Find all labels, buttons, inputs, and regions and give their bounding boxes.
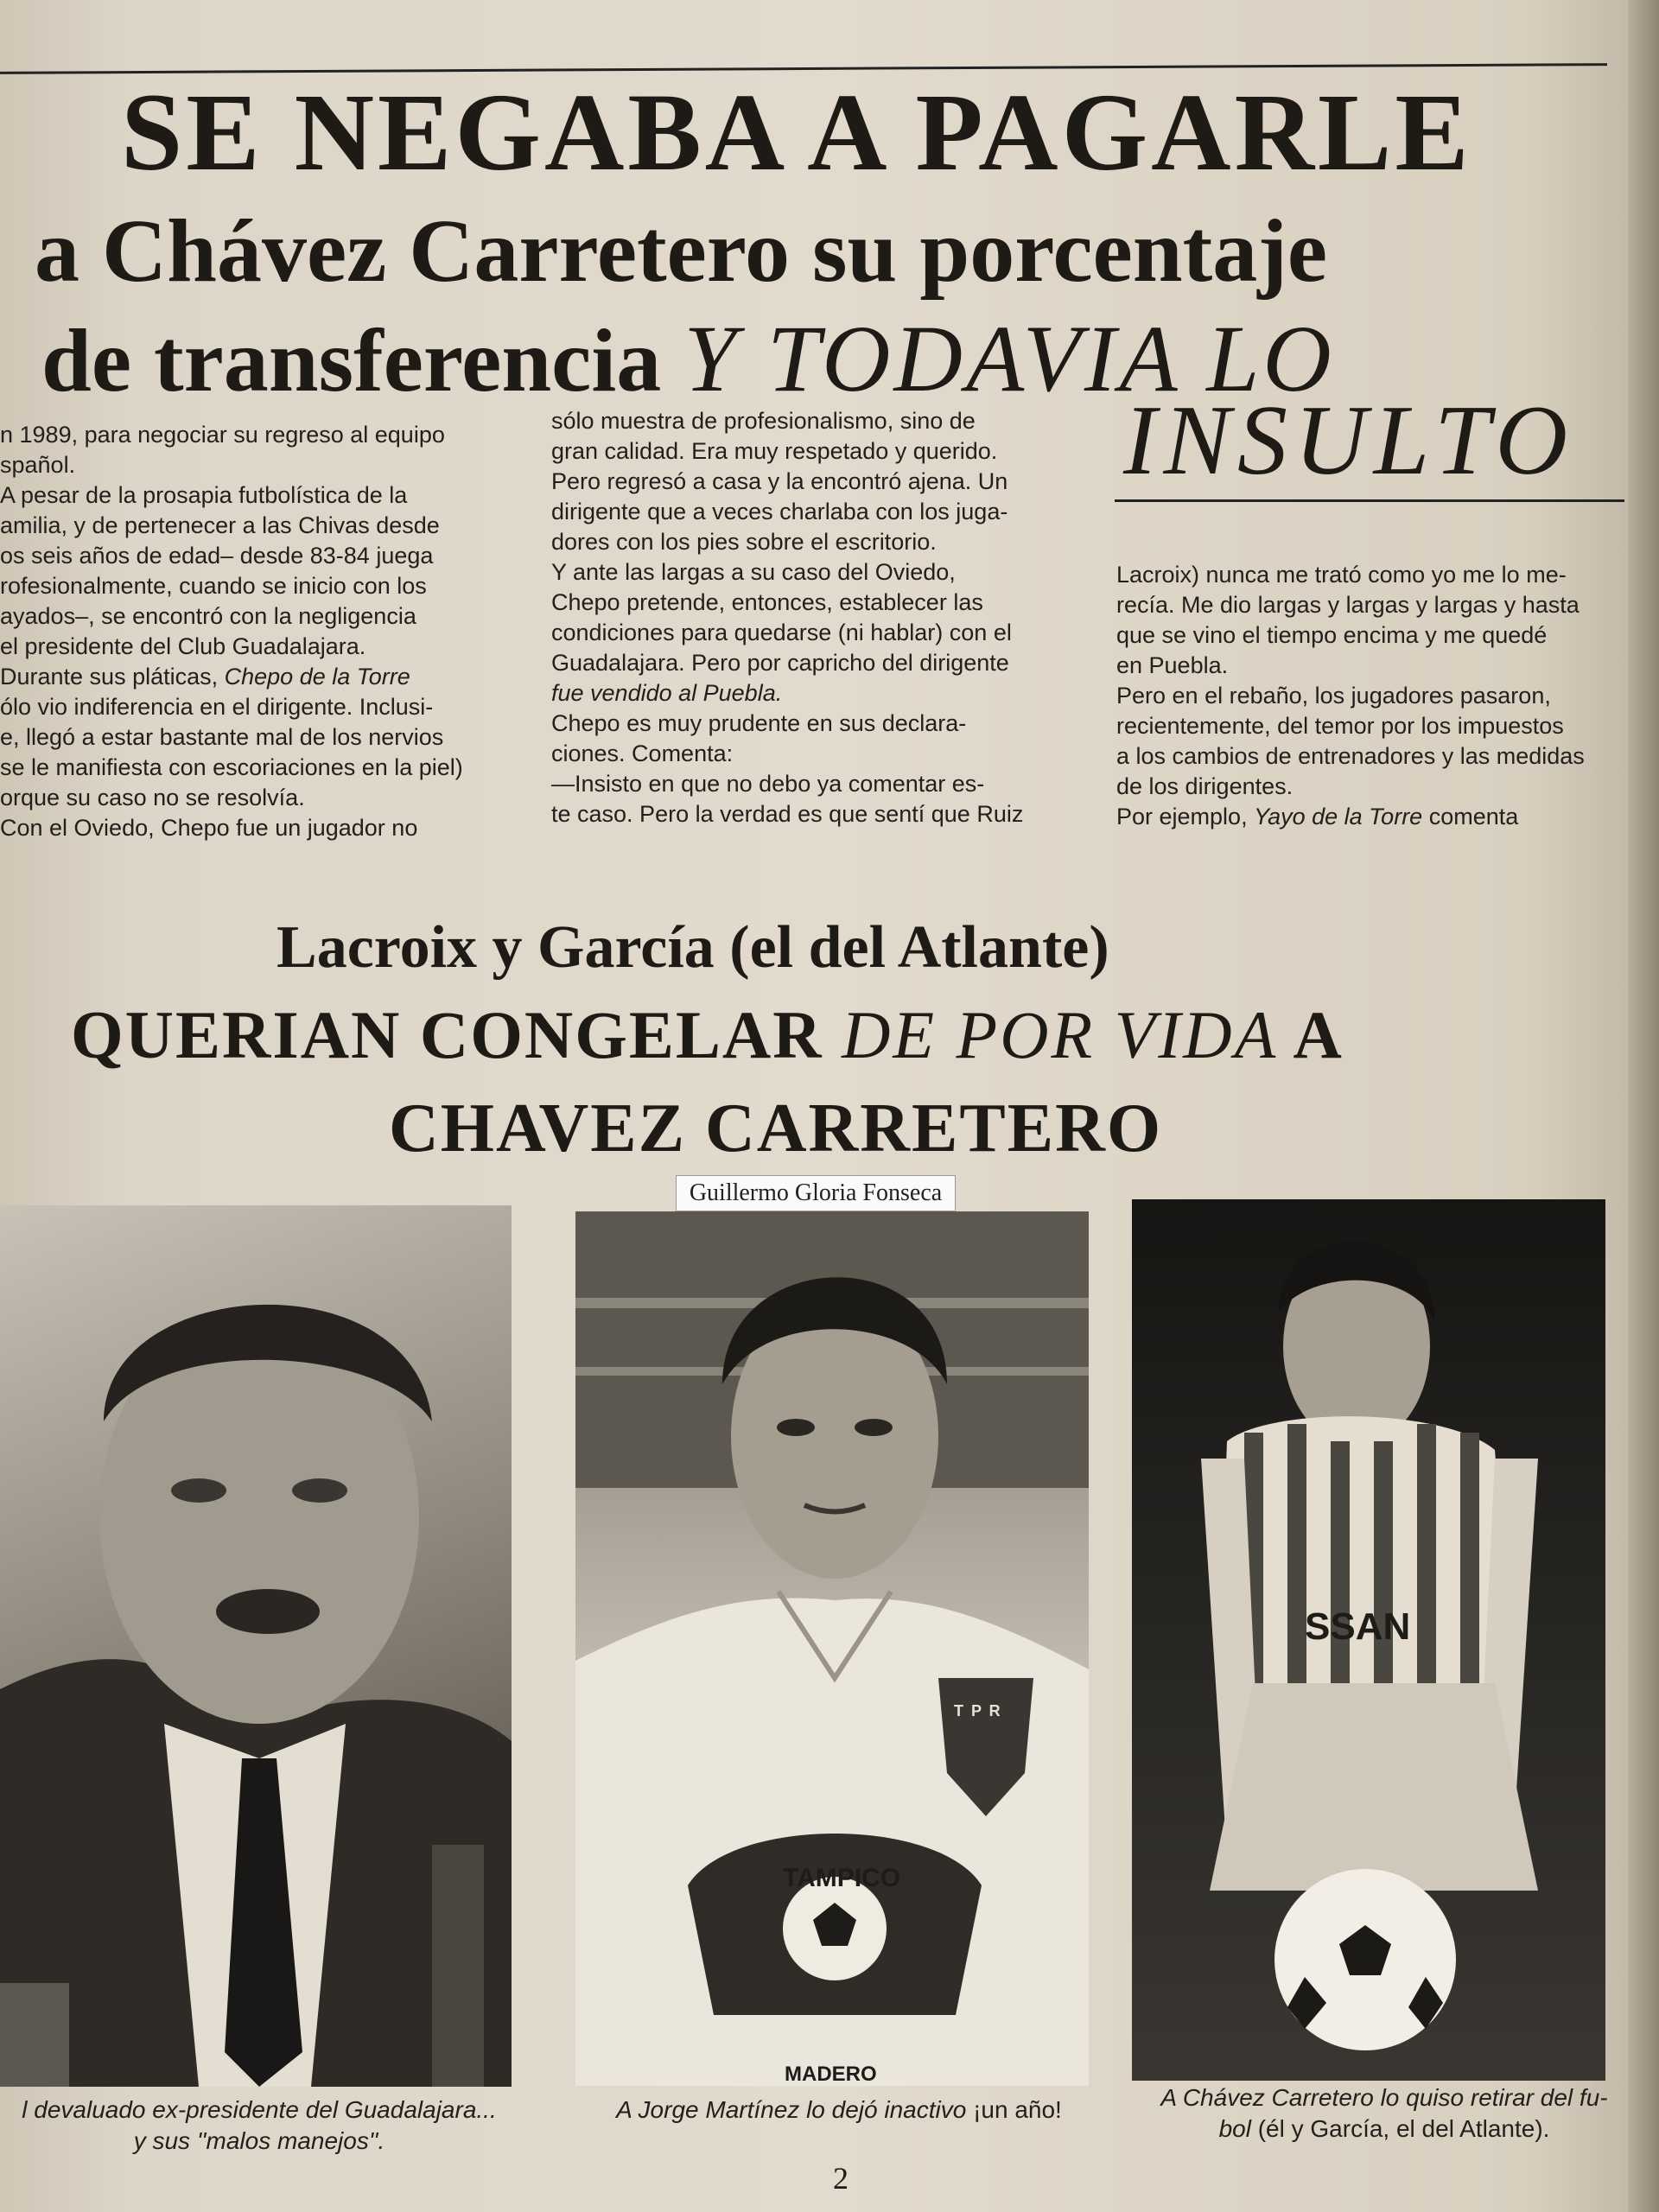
- column-line: en Puebla.: [1116, 652, 1229, 678]
- subheadline-line-2: [71, 992, 1344, 1078]
- article-column-3: [1116, 560, 1637, 832]
- column-line: Pero en el rebaño, los jugadores pasaron,: [1116, 683, 1551, 709]
- column-line: —Insisto en que no debo ya comentar es-: [551, 771, 985, 797]
- headline-line-1: SE NEGABA A PAGARLE: [121, 71, 1472, 194]
- caption-ex-president: [0, 2094, 518, 2157]
- column-line: el presidente del Club Guadalajara.: [0, 633, 366, 659]
- article-column-1: [0, 420, 518, 843]
- photo-chavez-carretero: [1132, 1199, 1605, 2081]
- headline-line-3-italic: Y TODAVIA LO: [683, 306, 1335, 411]
- column-line: Con el Oviedo, Chepo fue un jugador no: [0, 815, 418, 841]
- column-line: e, llegó a estar bastante mal de los nervios: [0, 724, 444, 750]
- column-line: gran calidad. Era muy respetado y querido.: [551, 438, 998, 464]
- column-line: ólo vio indiferencia en el dirigente. Inclusi-: [0, 694, 434, 720]
- caption-line: [1142, 2113, 1626, 2145]
- caption-text: A Jorge Martínez lo dejó inactivo: [616, 2096, 967, 2123]
- subheadline-italic: DE POR VIDA: [842, 997, 1279, 1072]
- headline-line-3: [41, 302, 1335, 417]
- caption-line: y sus ''malos manejos''.: [133, 2127, 385, 2154]
- shirt-team-text: TAMPICO: [783, 1864, 901, 1892]
- headline-line-4-italic: INSULTO: [1123, 385, 1575, 496]
- caption-emphasis: ¡un año!: [973, 2096, 1062, 2123]
- column-line: Guadalajara. Pero por capricho del dirigente: [551, 650, 1009, 676]
- page-number: 2: [833, 2161, 849, 2196]
- column-line: a los cambios de entrenadores y las medidas: [1116, 743, 1585, 769]
- column-line: os seis años de edad– desde 83-84 juega: [0, 543, 434, 569]
- subheadline-regular: QUERIAN CONGELAR: [71, 997, 823, 1072]
- article-column-2: [551, 406, 1080, 830]
- caption-text: (él y García, el del Atlante).: [1257, 2115, 1550, 2142]
- column-line-text: Por ejemplo,: [1116, 804, 1255, 830]
- column-line: n 1989, para negociar su regreso al equipo: [0, 422, 445, 448]
- headline-line-3-regular: de transferencia: [41, 311, 662, 410]
- photo-ex-president: [0, 1205, 512, 2087]
- column-line: Lacroix) nunca me trató como yo me lo me-: [1116, 562, 1567, 588]
- shirt-crest-text: T P R: [954, 1702, 1002, 1719]
- italic-name: Chepo de la Torre: [224, 664, 410, 690]
- column-line-text: Durante sus pláticas,: [0, 664, 225, 690]
- column-line: ciones. Comenta:: [551, 741, 734, 766]
- caption-line: A Chávez Carretero lo quiso retirar del fu-: [1160, 2084, 1608, 2111]
- column-line-text: comenta: [1428, 804, 1519, 830]
- photo-jorge-martinez: [575, 1211, 1089, 2086]
- column-line: spañol.: [0, 452, 76, 478]
- column-line: Pero regresó a casa y la encontró ajena. Un: [551, 468, 1008, 494]
- column-line: [0, 662, 518, 692]
- column-line: [1116, 802, 1637, 832]
- headline-rule: [1115, 499, 1624, 502]
- caption-text: bol: [1218, 2115, 1251, 2142]
- column-line: te caso. Pero la verdad es que sentí que Ruiz: [551, 801, 1024, 827]
- column-line: que se vino el tiempo encima y me quedé: [1116, 622, 1548, 648]
- headline-line-2: a Chávez Carretero su porcentaje: [35, 201, 1328, 301]
- photo-credit-label: Guillermo Gloria Fonseca: [676, 1175, 956, 1211]
- shirt-bottom-text: MADERO: [785, 2063, 877, 2086]
- column-line: condiciones para quedarse (ni hablar) con el: [551, 620, 1012, 645]
- column-line: se le manifiesta con escoriaciones en la piel): [0, 754, 463, 780]
- column-line: [551, 678, 1080, 709]
- column-line: dirigente que a veces charlaba con los juga-: [551, 499, 1008, 524]
- subheadline-line-1: Lacroix y García (el del Atlante): [276, 914, 1109, 981]
- column-line: recía. Me dio largas y largas y largas y hasta: [1116, 592, 1580, 618]
- column-line: Y ante las largas a su caso del Oviedo,: [551, 559, 956, 585]
- subheadline-line-3: CHAVEZ CARRETERO: [389, 1090, 1163, 1166]
- caption-chavez-carretero: [1142, 2082, 1626, 2145]
- column-line: A pesar de la prosapia futbolística de la: [0, 482, 408, 508]
- column-line: rofesionalmente, cuando se inicio con los: [0, 573, 427, 599]
- italic-phrase: fue vendido al Puebla.: [551, 680, 783, 706]
- column-line: sólo muestra de profesionalismo, sino de: [551, 408, 976, 434]
- column-line: Chepo es muy prudente en sus declara-: [551, 710, 967, 736]
- caption-jorge-martinez: [584, 2094, 1094, 2126]
- column-line: de los dirigentes.: [1116, 773, 1294, 799]
- column-line: ayados–, se encontró con la negligencia: [0, 603, 416, 629]
- column-line: amilia, y de pertenecer a las Chivas desde: [0, 512, 440, 538]
- column-line: Chepo pretende, entonces, establecer las: [551, 589, 983, 615]
- shirt-sponsor-text: SSAN: [1305, 1605, 1411, 1648]
- italic-name: Yayo de la Torre: [1254, 804, 1423, 830]
- caption-line: l devaluado ex-presidente del Guadalajara...: [22, 2096, 497, 2123]
- column-line: orque su caso no se resolvía.: [0, 785, 305, 810]
- page-spine-shadow: [1628, 0, 1659, 2212]
- ex-president-illustration: [0, 1205, 512, 2087]
- player-tampico-illustration: [575, 1211, 1089, 2086]
- subheadline-end: A: [1293, 997, 1344, 1072]
- column-line: dores con los pies sobre el escritorio.: [551, 529, 937, 555]
- column-line: recientemente, del temor por los impuestos: [1116, 713, 1564, 739]
